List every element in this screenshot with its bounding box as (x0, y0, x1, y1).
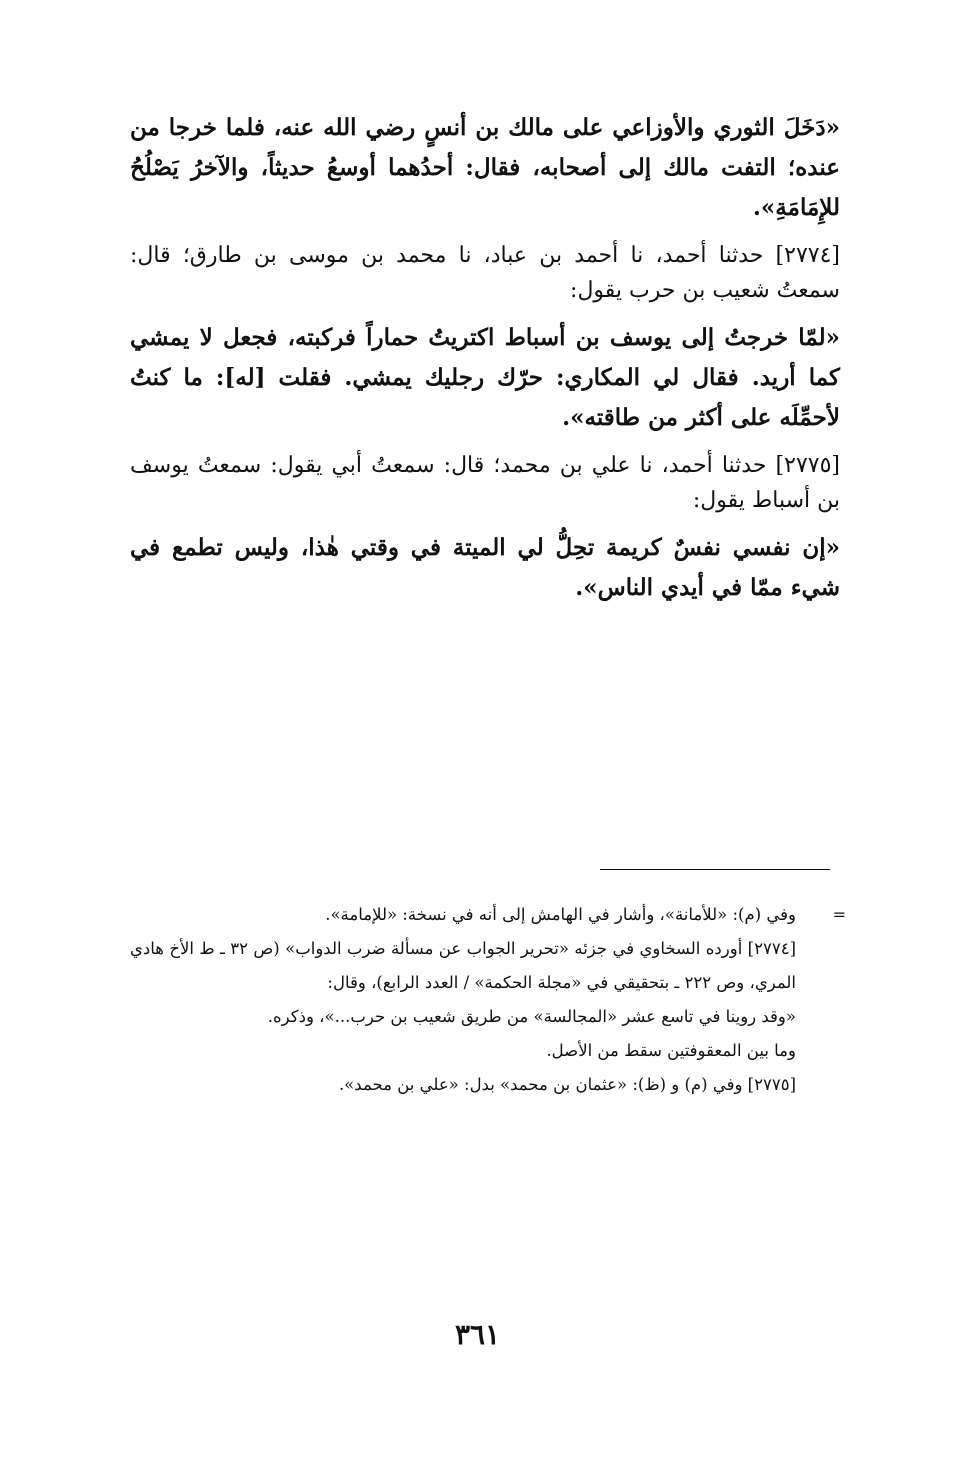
quote-paragraph: «لمّا خرجتُ إلى يوسف بن أسباط اكتريتُ حماراً فركبته، فجعل لا يمشي كما أريد. فقال لي المكاري: حرّك رجليك يمشي. فقلت [له]: ما كنتُ لأحمِّلَه على أكثر من طاقته». (130, 324, 840, 431)
footnote-line: [٢٧٧٥] وفي (م) و (ظ): «عثمان بن محمد» بدل: «علي بن محمد». (338, 1075, 796, 1094)
footnote-line: [٢٧٧٤] أورده السخاوي في جزئه «تحرير الجواب عن مسألة ضرب الدواب» (ص ٣٢ ـ ط الأخ هادي المري، وص ٢٢٢ ـ بتحقيقي في «مجلة الحكمة» / العدد الرابع)، وقال: (130, 939, 796, 992)
footnote-line: وفي (م): «للأمانة»، وأشار في الهامش إلى أنه في نسخة: «للإمامة». (325, 905, 796, 924)
footnote-line: «وقد روينا في تاسع عشر «المجالسة» من طريق شعيب بن حرب...»، وذكره. (267, 1007, 796, 1026)
quote-paragraph: «دَخَلَ الثوري والأوزاعي على مالك بن أنسٍ رضي الله عنه، فلما خرجا من عنده؛ التفت مالك إلى أصحابه، فقال: أحدُهما أوسعُ حديثاً، والآخرُ يَصْلُحُ للإِمَامَةِ». (130, 114, 840, 221)
page-number: ٣٦١ (454, 1318, 501, 1351)
hadith-narration: [٢٧٧٤] حدثنا أحمد، نا أحمد بن عباد، نا محمد بن موسى بن طارق؛ قال: سمعتُ شعيب بن حرب يقول: (130, 243, 840, 303)
footnote-divider (600, 869, 830, 870)
main-text (130, 108, 840, 608)
hadith-narration: [٢٧٧٥] حدثنا أحمد، نا علي بن محمد؛ قال: سمعتُ أبي يقول: سمعتُ يوسف بن أسباط يقول: (130, 453, 840, 513)
continuation-mark: = (832, 905, 846, 924)
footnote-line: وما بين المعقوفتين سقط من الأصل. (546, 1041, 796, 1060)
footnotes (130, 898, 846, 1102)
quote-paragraph: «إن نفسي نفسٌ كريمة تحِلُّ لي الميتة في وقتي هٰذا، وليس تطمع في شيء ممّا في أيدي الناس». (130, 534, 840, 601)
